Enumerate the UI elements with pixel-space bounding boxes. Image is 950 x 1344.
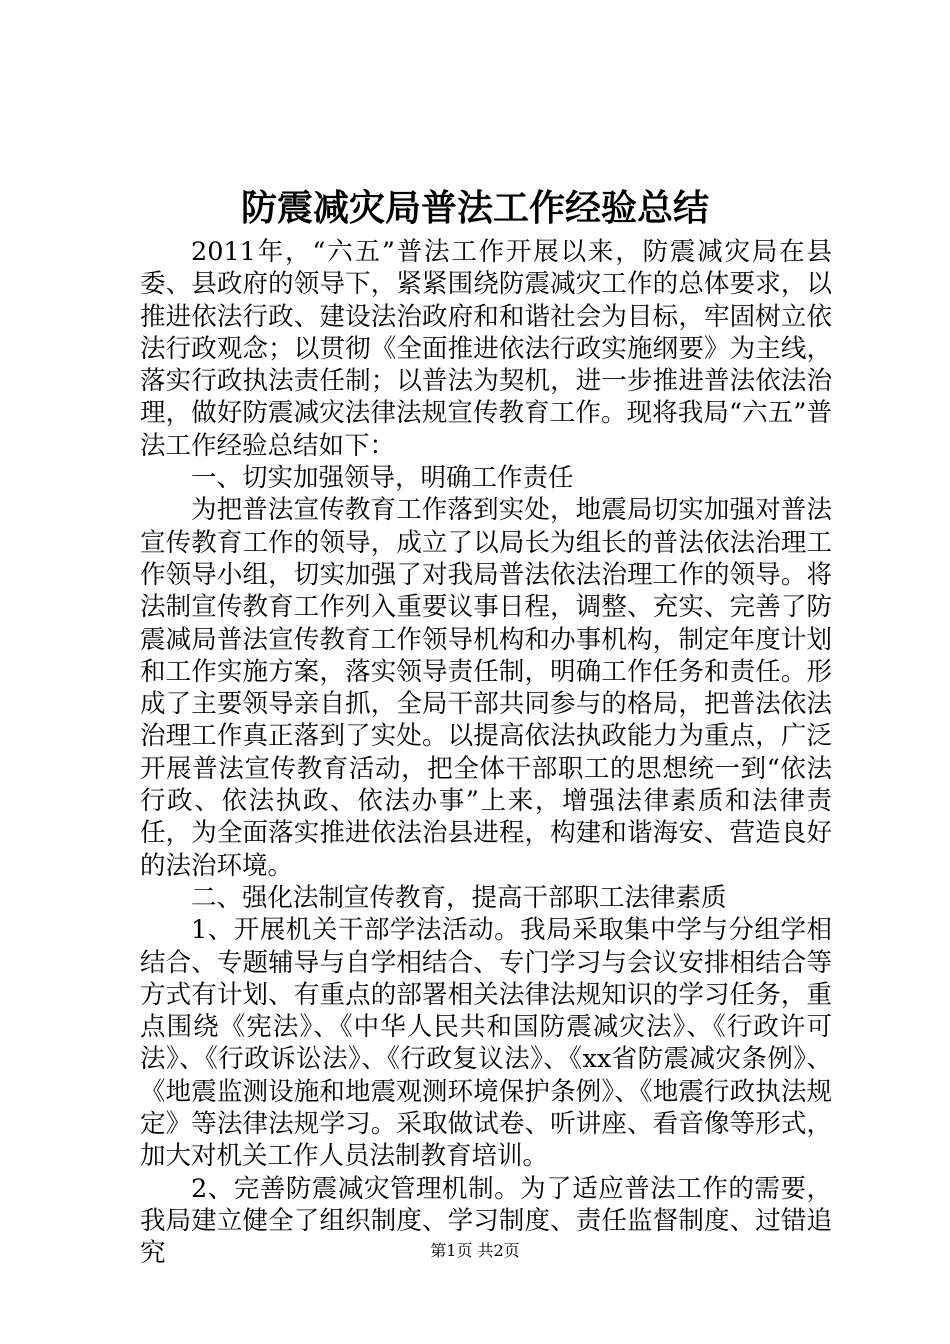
section-heading-2: 二、强化法制宣传教育，提高干部职工法律素质: [191, 882, 727, 913]
paragraph-item-1: 1、开展机关干部学法活动。我局采取集中学与分组学相结合、专题辅导与自学相结合、专门学习与会议安排相结合等方式有计划、有重点的部署相关法律法规知识的学习任务，重点围绕《宪法》、《中华人民共和国防震减灾法》、《行政许可法》、《行政诉讼法》、《行政复议法》、《xx省防震减灾条例》、《地震监测设施和地震观测环境保护条例》、《地震行政执法规定》等法律法规学习。采取做试卷、听讲座、看音像等形式，加大对机关工作人员法制教育培训。: [140, 915, 832, 1172]
paragraph-section-1: 为把普法宣传教育工作落到实处，地震局切实加强对普法宣传教育工作的领导，成立了以局长为组长的普法依法治理工作领导小组，切实加强了对我局普法依法治理工作的领导。将法制宣传教育工作列入重要议事日程，调整、充实、完善了防震减局普法宣传教育工作领导机构和办事机构，制定年度计划和工作实施方案，落实领导责任制，明确工作任务和责任。形成了主要领导亲自抓，全局干部共同参与的格局，把普法依法治理工作真正落到了实处。以提高依法执政能力为重点，广泛开展普法宣传教育活动，把全体干部职工的思想统一到“依法行政、依法执政、依法办事”上来，增强法律素质和法律责任，为全面落实推进依法治县进程，构建和谐海安、营造良好的法治环境。: [140, 495, 832, 881]
paragraph-intro: 2011年，“六五”普法工作开展以来，防震减灾局在县委、县政府的领导下，紧紧围绕防震减灾工作的总体要求，以推进依法行政、建设法治政府和和谐社会为目标，牢固树立依法行政观念；以贯彻《全面推进依法行政实施纲要》为主线，落实行政执法责任制；以普法为契机，进一步推进普法依法治理，做好防震减灾法律法规宣传教育工作。现将我局“六五”普法工作经验总结如下：: [140, 237, 832, 461]
page-number-footer: 第1页 共2页: [430, 1241, 520, 1260]
paragraph-item-2: 2、完善防震减灾管理机制。为了适应普法工作的需要，我局建立健全了组织制度、学习制度、责任监督制度、过错追究: [140, 1173, 832, 1269]
section-heading-1: 一、切实加强领导，明确工作责任: [191, 463, 574, 494]
document-title: 防震减灾局普法工作经验总结: [240, 187, 709, 229]
document-body: [140, 236, 832, 1270]
